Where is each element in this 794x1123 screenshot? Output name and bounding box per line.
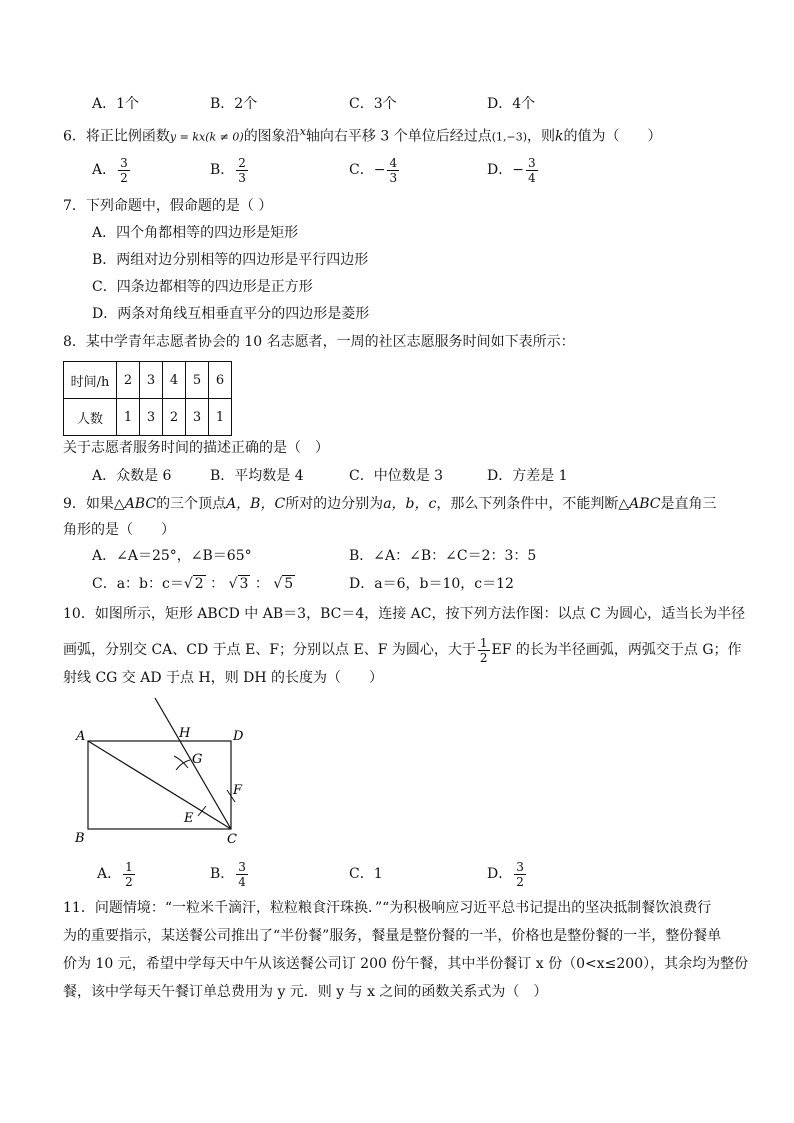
fraction [387,156,399,185]
fraction [526,156,538,185]
q8-table [63,361,232,436]
q11-stem-line4: 餐，该中学每天午餐订单总费用为 y 元．则 y 与 x 之间的函数关系式为（ ） [63,984,548,1000]
fraction [514,860,526,889]
q5-option-c: C．3个 [349,96,397,112]
q6-option-d [487,152,540,188]
denominator: 2 [120,170,128,185]
q10-text: 画弧，分别交 CA、CD 于点 E、F；分别以点 E、F 为圆心，大于 [63,642,476,658]
option-label: D． [487,866,513,882]
q11-stem-line1: 11．问题情境：“一粒米千滴汗，粒粒粮食汗珠换．”“为积极响应习近平总书记提出的坚决抵制餐饮浪费行 [63,900,712,916]
table-cell: 4 [163,362,186,399]
label-h: H [179,726,191,741]
q10-stem-line2 [63,632,742,668]
q9-text: 的三个顶点 [156,496,227,512]
q6-text: 的图象沿 [243,128,300,145]
denominator: 4 [238,874,246,889]
q10-stem-line3: 射线 CG 交 AD 于点 H，则 DH 的长度为（ ） [63,670,384,686]
q6-option-b [210,152,250,188]
denominator: 2 [125,874,133,889]
q9-stem-line1 [63,494,717,514]
option-label: A． [97,866,122,882]
denominator: 4 [527,170,536,185]
q5-option-b: B．2个 [210,96,258,112]
numerator: 2 [238,155,246,170]
table-row [64,362,232,399]
q9-option-c: C．a：b：c＝√ 2 ： √ 3 ： √ 5 [92,576,294,592]
q7-option-a: A．四个角都相等的四边形是矩形 [92,225,299,241]
q8-option-c: C．中位数是 3 [349,468,444,484]
table-cell: 1 [117,399,140,436]
q5-option-a: A．1个 [92,96,140,112]
denominator: 3 [238,170,246,185]
table-cell: 人数 [64,399,117,436]
option-label: D．− [487,162,524,178]
radicand: 2 [194,576,204,592]
table-cell: 时间/h [64,362,117,399]
q8-stem: 8．某中学青年志愿者协会的 10 名志愿者，一周的社区志愿服务时间如下表所示： [63,334,575,350]
numerator: 3 [120,155,128,170]
q10-stem-line1: 10．如图所示，矩形 ABCD 中 AB＝3，BC＝4，连接 AC，按下列方法作图：以点 C 为圆心，适当长为半径 [63,606,746,622]
option-label: A． [92,162,117,178]
denominator: 2 [479,650,488,665]
table-cell: 2 [163,399,186,436]
q6-option-a [92,152,132,188]
q7-option-b: B．两组对边分别相等的四边形是平行四边形 [92,252,369,268]
q7-option-c: C．四条边都相等的四边形是正方形 [92,279,313,295]
numerator: 3 [527,155,536,170]
q11-stem-line2: 为的重要指示，某送餐公司推出了“半份餐”服务，餐量是整份餐的一半，价格也是整份餐的一半，整份餐单 [63,928,722,944]
q9-triangle: ABC [124,496,157,512]
numerator: 1 [125,859,133,874]
table-cell: 3 [140,362,163,399]
diagonal-ac [88,741,231,829]
label-g: G [192,752,203,767]
q6-text: 的值为（ ） [563,128,662,145]
arc-g2 [176,760,190,770]
numerator: 4 [389,155,398,170]
q6-text: ，则 [527,128,556,145]
fraction [478,636,490,665]
q10-option-b [210,856,250,892]
numerator: 1 [479,635,488,650]
fraction [123,860,135,889]
q7-option-d: D．两条对角线互相垂直平分的四边形是菱形 [92,306,370,322]
radicand: 3 [239,576,249,592]
denominator: 2 [516,874,524,889]
option-label: B． [210,162,235,178]
fraction [236,860,248,889]
q10-option-a [97,856,137,892]
table-cell: 6 [209,362,232,399]
q6-axis: x [299,125,306,138]
label-d: D [233,729,244,744]
sqrt: √ 3 [228,576,249,592]
q10-option-d [487,856,528,892]
q9-option-b: B．∠A：∠B：∠C＝2：3：5 [349,548,537,564]
q8-followup: 关于志愿者服务时间的描述正确的是（ ） [63,440,329,456]
label-c: C [227,832,237,847]
table-cell: 1 [209,399,232,436]
numerator: 3 [516,859,524,874]
fraction [236,156,248,185]
q6-formula: y = kx(k ≠ 0) [169,130,244,144]
q8-option-d: D．方差是 1 [487,468,568,484]
q9-text: 所对的边分别为 [285,496,384,512]
q9-option-d: D．a＝6，b＝10，c＝12 [349,576,514,592]
q6-var: k [555,128,564,145]
label-b: B [75,831,85,846]
q9-stem-line2: 角形的是（ ） [63,522,175,538]
q9-sides: a，b，c [383,496,437,512]
table-row [64,399,232,436]
q5-option-d: D．4个 [487,96,536,112]
q6-point: (1,−3) [491,130,528,144]
q8-option-b: B．平均数是 4 [210,468,304,484]
q9-vertices: A，B，C [226,496,286,512]
table-cell: 3 [186,399,209,436]
q10-text: EF 的长为半径画弧，两弧交于点 G；作 [491,642,742,658]
table-cell: 5 [186,362,209,399]
q6-text: 轴向右平移 3 个单位后经过点 [305,128,492,145]
sqrt: √ 2 [183,576,204,592]
denominator: 3 [389,170,398,185]
table-cell: 3 [140,399,163,436]
label-f: F [233,783,243,798]
q9-text: 是直角三 [660,496,717,512]
q10-figure [60,690,260,850]
q7-stem: 7．下列命题中，假命题的是（ ） [63,198,273,214]
q9-option-a: A．∠A＝25°，∠B＝65° [92,548,252,564]
q11-stem-line3: 价为 10 元，希望中学每天中午从该送餐公司订 200 份午餐，其中半份餐订 x 份（0<x≤200），其余均为整份 [63,956,749,972]
arc-e [198,806,206,816]
q10-option-c: C．1 [349,866,383,882]
q9-triangle: ABC [629,496,661,512]
option-label: C．a：b：c＝ [92,576,184,592]
sqrt: √ 5 [273,576,294,592]
label-e: E [184,811,194,826]
q6-text: 6．将正比例函数 [63,128,170,145]
q6-stem [63,122,662,148]
fraction [118,156,130,185]
numerator: 3 [238,859,246,874]
option-label: B． [210,866,235,882]
q9-text: 9．如果△ [63,496,125,512]
option-label: C．− [349,162,386,178]
label-a: A [76,729,86,744]
q9-text: ，那么下列条件中，不能判断△ [436,496,630,512]
radicand: 5 [284,576,294,592]
q6-option-c [349,152,401,188]
table-cell: 2 [117,362,140,399]
q8-option-a: A．众数是 6 [92,468,172,484]
